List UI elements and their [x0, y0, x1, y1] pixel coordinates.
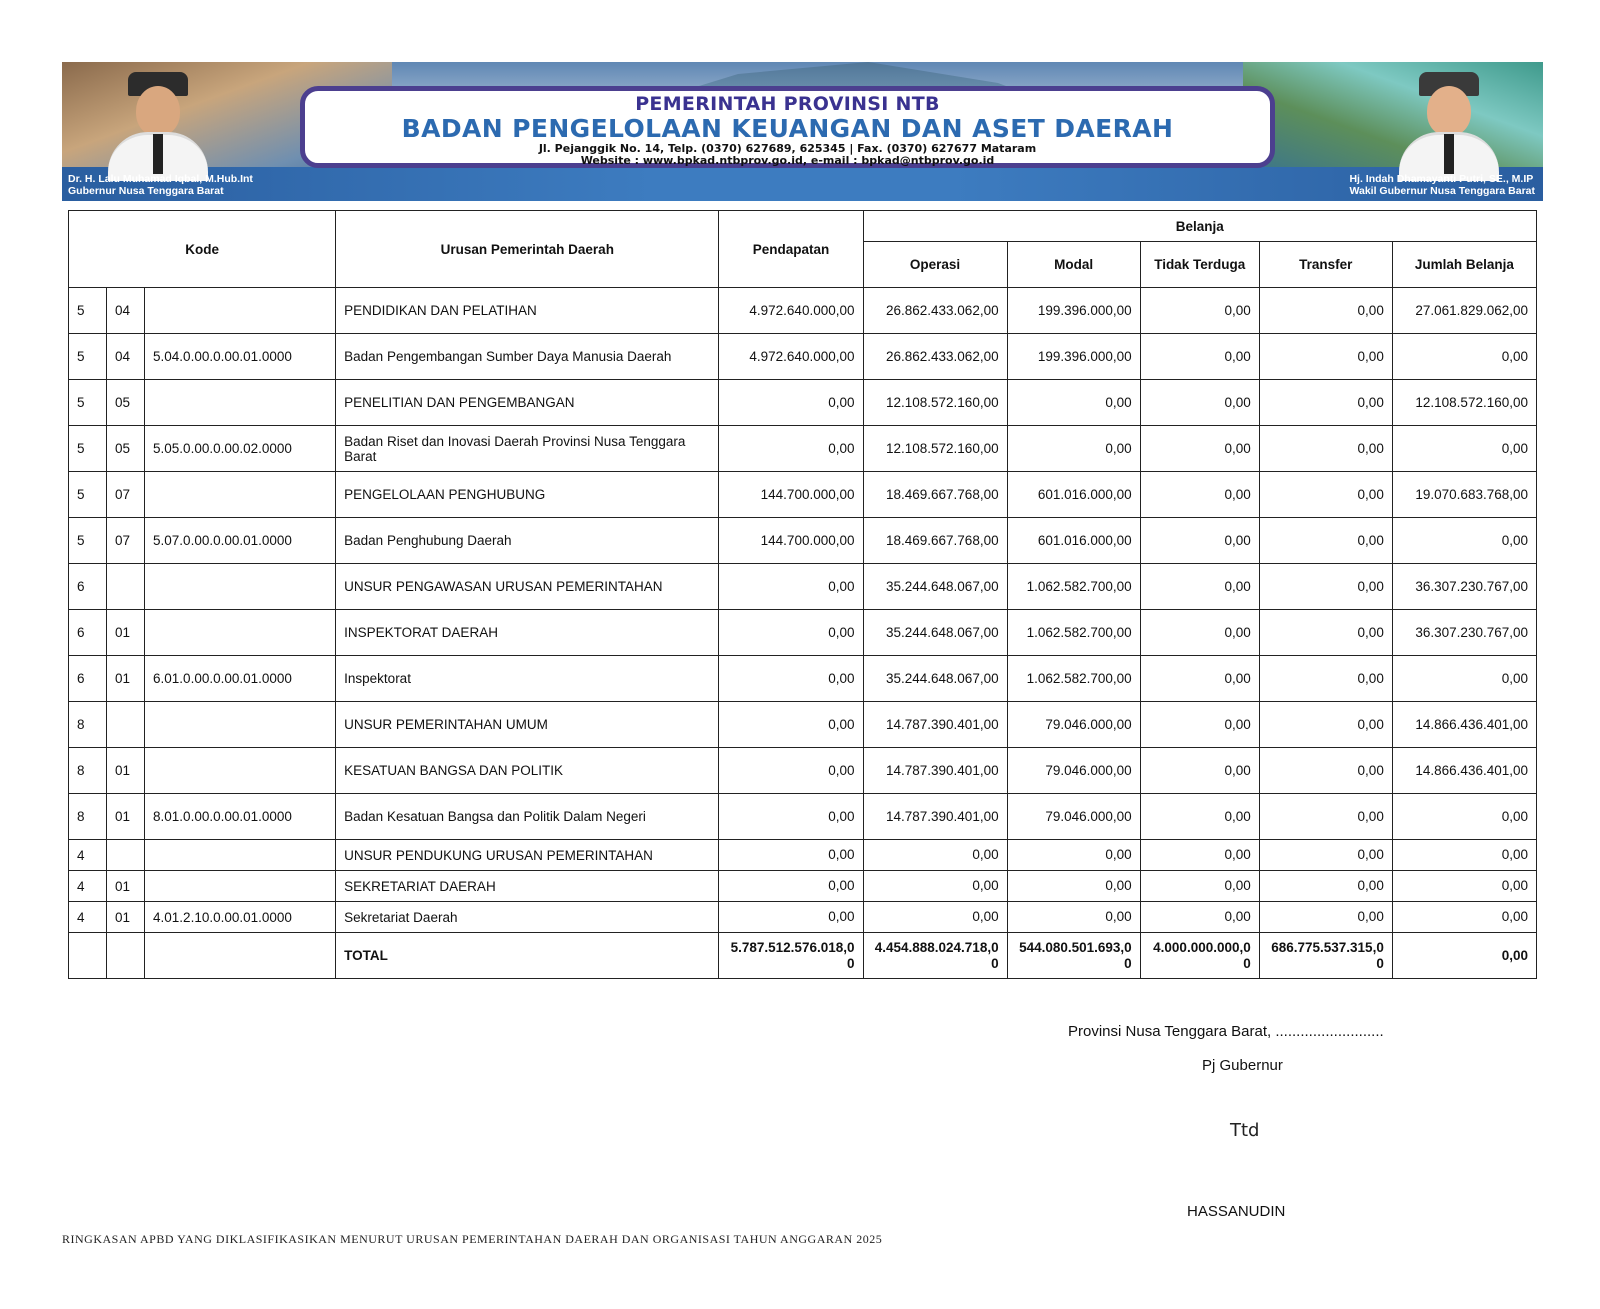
transfer-cell: 0,00 — [1259, 871, 1392, 902]
modal-cell: 0,00 — [1007, 426, 1140, 472]
tidak-terduga-cell: 0,00 — [1140, 902, 1259, 933]
table-row — [69, 840, 1537, 871]
pendapatan-cell: 0,00 — [719, 610, 863, 656]
total-row — [69, 933, 1537, 979]
code-full — [145, 871, 336, 902]
operasi-cell: 35.244.648.067,00 — [863, 564, 1007, 610]
header-line2: BADAN PENGELOLAAN KEUANGAN DAN ASET DAERAH — [401, 114, 1174, 143]
transfer-cell: 0,00 — [1259, 902, 1392, 933]
jumlah-belanja-cell: 36.307.230.767,00 — [1392, 564, 1536, 610]
signature-position: Pj Gubernur — [1202, 1057, 1283, 1074]
code-level-2: 04 — [107, 334, 145, 380]
urusan-cell: PENDIDIKAN DAN PELATIHAN — [336, 288, 719, 334]
code-level-2: 07 — [107, 518, 145, 564]
operasi-cell: 14.787.390.401,00 — [863, 702, 1007, 748]
table-row — [69, 702, 1537, 748]
header-website: Website : www.bpkad.ntbprov.go.id, e-mail : bpkad@ntbprov.go.id — [580, 154, 995, 167]
total-tidak-terduga: 4.000.000.000,00 — [1140, 933, 1259, 979]
table-row — [69, 334, 1537, 380]
code-full — [145, 380, 336, 426]
operasi-cell: 18.469.667.768,00 — [863, 472, 1007, 518]
code-full — [145, 702, 336, 748]
modal-cell: 199.396.000,00 — [1007, 288, 1140, 334]
header-pendapatan: Pendapatan — [719, 211, 863, 288]
operasi-cell: 26.862.433.062,00 — [863, 288, 1007, 334]
header-jumlah-belanja: Jumlah Belanja — [1392, 242, 1536, 288]
total-k3 — [145, 933, 336, 979]
operasi-cell: 12.108.572.160,00 — [863, 380, 1007, 426]
transfer-cell: 0,00 — [1259, 380, 1392, 426]
operasi-cell: 0,00 — [863, 902, 1007, 933]
code-full — [145, 564, 336, 610]
code-level-2: 01 — [107, 794, 145, 840]
code-full — [145, 748, 336, 794]
modal-cell: 0,00 — [1007, 840, 1140, 871]
total-pendapatan: 5.787.512.576.018,00 — [719, 933, 863, 979]
operasi-cell: 26.862.433.062,00 — [863, 334, 1007, 380]
transfer-cell: 0,00 — [1259, 564, 1392, 610]
code-level-2: 01 — [107, 748, 145, 794]
modal-cell: 199.396.000,00 — [1007, 334, 1140, 380]
code-level-2: 07 — [107, 472, 145, 518]
operasi-cell: 18.469.667.768,00 — [863, 518, 1007, 564]
pendapatan-cell: 0,00 — [719, 840, 863, 871]
total-label: TOTAL — [336, 933, 719, 979]
urusan-cell: Sekretariat Daerah — [336, 902, 719, 933]
operasi-cell: 0,00 — [863, 840, 1007, 871]
transfer-cell: 0,00 — [1259, 518, 1392, 564]
code-full: 5.07.0.00.0.00.01.0000 — [145, 518, 336, 564]
pendapatan-cell: 4.972.640.000,00 — [719, 334, 863, 380]
tidak-terduga-cell: 0,00 — [1140, 656, 1259, 702]
total-operasi: 4.454.888.024.718,00 — [863, 933, 1007, 979]
code-full: 5.04.0.00.0.00.01.0000 — [145, 334, 336, 380]
code-level-1: 8 — [69, 748, 107, 794]
transfer-cell: 0,00 — [1259, 288, 1392, 334]
table-row — [69, 794, 1537, 840]
operasi-cell: 14.787.390.401,00 — [863, 794, 1007, 840]
header-operasi: Operasi — [863, 242, 1007, 288]
tidak-terduga-cell: 0,00 — [1140, 748, 1259, 794]
table-row — [69, 518, 1537, 564]
pendapatan-cell: 0,00 — [719, 702, 863, 748]
signature-name: HASSANUDIN — [1187, 1203, 1286, 1220]
code-level-1: 8 — [69, 702, 107, 748]
tidak-terduga-cell: 0,00 — [1140, 472, 1259, 518]
operasi-cell: 0,00 — [863, 871, 1007, 902]
transfer-cell: 0,00 — [1259, 748, 1392, 794]
tidak-terduga-cell: 0,00 — [1140, 871, 1259, 902]
code-level-2: 01 — [107, 656, 145, 702]
total-k1 — [69, 933, 107, 979]
transfer-cell: 0,00 — [1259, 610, 1392, 656]
signature-ttd: Ttd — [1230, 1120, 1260, 1141]
table-row — [69, 426, 1537, 472]
modal-cell: 79.046.000,00 — [1007, 702, 1140, 748]
tidak-terduga-cell: 0,00 — [1140, 288, 1259, 334]
code-level-1: 6 — [69, 610, 107, 656]
operasi-cell: 12.108.572.160,00 — [863, 426, 1007, 472]
governor-name: Dr. H. Lalu Muhamad Iqbal, M.Hub.Int — [68, 173, 253, 185]
banner-bottom-band — [62, 167, 1543, 201]
modal-cell: 1.062.582.700,00 — [1007, 656, 1140, 702]
tidak-terduga-cell: 0,00 — [1140, 564, 1259, 610]
pendapatan-cell: 0,00 — [719, 748, 863, 794]
modal-cell: 0,00 — [1007, 871, 1140, 902]
code-level-1: 5 — [69, 380, 107, 426]
code-level-1: 5 — [69, 334, 107, 380]
vice-governor-name: Hj. Indah Dhamayanti Putri, SE., M.IP — [1349, 173, 1534, 185]
code-full — [145, 288, 336, 334]
header-urusan: Urusan Pemerintah Daerah — [336, 211, 719, 288]
table-row — [69, 610, 1537, 656]
signature-place-date: Provinsi Nusa Tenggara Barat, .......................... — [1068, 1023, 1384, 1040]
operasi-cell: 14.787.390.401,00 — [863, 748, 1007, 794]
pendapatan-cell: 144.700.000,00 — [719, 472, 863, 518]
transfer-cell: 0,00 — [1259, 472, 1392, 518]
jumlah-belanja-cell: 0,00 — [1392, 902, 1536, 933]
urusan-cell: Badan Penghubung Daerah — [336, 518, 719, 564]
code-level-2: 01 — [107, 902, 145, 933]
code-level-1: 5 — [69, 288, 107, 334]
urusan-cell: UNSUR PENGAWASAN URUSAN PEMERINTAHAN — [336, 564, 719, 610]
total-modal: 544.080.501.693,00 — [1007, 933, 1140, 979]
code-level-1: 4 — [69, 840, 107, 871]
code-level-1: 5 — [69, 426, 107, 472]
pendapatan-cell: 0,00 — [719, 564, 863, 610]
header-modal: Modal — [1007, 242, 1140, 288]
table-row — [69, 871, 1537, 902]
modal-cell: 0,00 — [1007, 380, 1140, 426]
code-level-2: 01 — [107, 871, 145, 902]
header-address: Jl. Pejanggik No. 14, Telp. (0370) 627689, 625345 | Fax. (0370) 627677 Mataram — [538, 142, 1037, 155]
code-level-1: 5 — [69, 472, 107, 518]
pendapatan-cell: 4.972.640.000,00 — [719, 288, 863, 334]
urusan-cell: PENELITIAN DAN PENGEMBANGAN — [336, 380, 719, 426]
vice-governor-title: Wakil Gubernur Nusa Tenggara Barat — [1349, 185, 1535, 197]
jumlah-belanja-cell: 0,00 — [1392, 334, 1536, 380]
urusan-cell: PENGELOLAAN PENGHUBUNG — [336, 472, 719, 518]
governor-caption — [68, 173, 253, 197]
code-level-1: 4 — [69, 902, 107, 933]
tidak-terduga-cell: 0,00 — [1140, 702, 1259, 748]
code-level-2 — [107, 564, 145, 610]
apbd-table — [68, 210, 1537, 979]
code-level-2: 01 — [107, 610, 145, 656]
modal-cell: 601.016.000,00 — [1007, 472, 1140, 518]
code-level-1: 8 — [69, 794, 107, 840]
modal-cell: 1.062.582.700,00 — [1007, 610, 1140, 656]
header-kode: Kode — [69, 211, 336, 288]
header-tidak-terduga: Tidak Terduga — [1140, 242, 1259, 288]
header-belanja: Belanja — [863, 211, 1537, 242]
table-row — [69, 564, 1537, 610]
governor-title: Gubernur Nusa Tenggara Barat — [68, 185, 224, 197]
total-transfer: 686.775.537.315,00 — [1259, 933, 1392, 979]
code-level-1: 4 — [69, 871, 107, 902]
code-level-2: 04 — [107, 288, 145, 334]
tidak-terduga-cell: 0,00 — [1140, 794, 1259, 840]
code-full: 6.01.0.00.0.00.01.0000 — [145, 656, 336, 702]
tidak-terduga-cell: 0,00 — [1140, 518, 1259, 564]
jumlah-belanja-cell: 0,00 — [1392, 426, 1536, 472]
table-row — [69, 902, 1537, 933]
modal-cell: 0,00 — [1007, 902, 1140, 933]
urusan-cell: Badan Kesatuan Bangsa dan Politik Dalam Negeri — [336, 794, 719, 840]
footer-note: RINGKASAN APBD YANG DIKLASIFIKASIKAN MENURUT URUSAN PEMERINTAHAN DAERAH DAN ORGANISASI TAHUN ANGGARAN 2025 — [62, 1232, 883, 1246]
vice-governor-caption — [1349, 173, 1535, 197]
operasi-cell: 35.244.648.067,00 — [863, 656, 1007, 702]
jumlah-belanja-cell: 0,00 — [1392, 840, 1536, 871]
table-body — [69, 288, 1537, 933]
modal-cell: 1.062.582.700,00 — [1007, 564, 1140, 610]
table-row — [69, 748, 1537, 794]
transfer-cell: 0,00 — [1259, 702, 1392, 748]
table-row — [69, 656, 1537, 702]
pendapatan-cell: 0,00 — [719, 871, 863, 902]
vice-governor-portrait — [1389, 68, 1509, 176]
code-level-1: 5 — [69, 518, 107, 564]
code-full: 4.01.2.10.0.00.01.0000 — [145, 902, 336, 933]
table-row — [69, 288, 1537, 334]
jumlah-belanja-cell: 19.070.683.768,00 — [1392, 472, 1536, 518]
code-level-2 — [107, 702, 145, 748]
jumlah-belanja-cell: 14.866.436.401,00 — [1392, 748, 1536, 794]
urusan-cell: Inspektorat — [336, 656, 719, 702]
transfer-cell: 0,00 — [1259, 656, 1392, 702]
modal-cell: 601.016.000,00 — [1007, 518, 1140, 564]
jumlah-belanja-cell: 14.866.436.401,00 — [1392, 702, 1536, 748]
transfer-cell: 0,00 — [1259, 426, 1392, 472]
code-full: 5.05.0.00.0.00.02.0000 — [145, 426, 336, 472]
header-banner — [62, 62, 1543, 201]
code-level-1: 6 — [69, 564, 107, 610]
code-level-2: 05 — [107, 426, 145, 472]
code-level-2: 05 — [107, 380, 145, 426]
pendapatan-cell: 0,00 — [719, 902, 863, 933]
jumlah-belanja-cell: 12.108.572.160,00 — [1392, 380, 1536, 426]
urusan-cell: SEKRETARIAT DAERAH — [336, 871, 719, 902]
tidak-terduga-cell: 0,00 — [1140, 334, 1259, 380]
jumlah-belanja-cell: 0,00 — [1392, 656, 1536, 702]
pendapatan-cell: 144.700.000,00 — [719, 518, 863, 564]
transfer-cell: 0,00 — [1259, 334, 1392, 380]
code-level-1: 6 — [69, 656, 107, 702]
operasi-cell: 35.244.648.067,00 — [863, 610, 1007, 656]
transfer-cell: 0,00 — [1259, 794, 1392, 840]
jumlah-belanja-cell: 0,00 — [1392, 794, 1536, 840]
code-full — [145, 610, 336, 656]
pendapatan-cell: 0,00 — [719, 426, 863, 472]
urusan-cell: INSPEKTORAT DAERAH — [336, 610, 719, 656]
code-full: 8.01.0.00.0.00.01.0000 — [145, 794, 336, 840]
jumlah-belanja-cell: 0,00 — [1392, 871, 1536, 902]
tidak-terduga-cell: 0,00 — [1140, 610, 1259, 656]
modal-cell: 79.046.000,00 — [1007, 794, 1140, 840]
table-row — [69, 380, 1537, 426]
header-transfer: Transfer — [1259, 242, 1392, 288]
pendapatan-cell: 0,00 — [719, 794, 863, 840]
urusan-cell: Badan Riset dan Inovasi Daerah Provinsi Nusa Tenggara Barat — [336, 426, 719, 472]
transfer-cell: 0,00 — [1259, 840, 1392, 871]
jumlah-belanja-cell: 0,00 — [1392, 518, 1536, 564]
pendapatan-cell: 0,00 — [719, 656, 863, 702]
total-jumlah: 0,00 — [1392, 933, 1536, 979]
urusan-cell: UNSUR PENDUKUNG URUSAN PEMERINTAHAN — [336, 840, 719, 871]
header-line1: PEMERINTAH PROVINSI NTB — [635, 93, 940, 115]
pendapatan-cell: 0,00 — [719, 380, 863, 426]
governor-portrait — [98, 68, 218, 176]
urusan-cell: UNSUR PEMERINTAHAN UMUM — [336, 702, 719, 748]
tidak-terduga-cell: 0,00 — [1140, 426, 1259, 472]
jumlah-belanja-cell: 27.061.829.062,00 — [1392, 288, 1536, 334]
header-title-box — [300, 86, 1275, 168]
code-level-2 — [107, 840, 145, 871]
urusan-cell: Badan Pengembangan Sumber Daya Manusia Daerah — [336, 334, 719, 380]
jumlah-belanja-cell: 36.307.230.767,00 — [1392, 610, 1536, 656]
table-row — [69, 472, 1537, 518]
tidak-terduga-cell: 0,00 — [1140, 380, 1259, 426]
total-k2 — [107, 933, 145, 979]
code-full — [145, 472, 336, 518]
code-full — [145, 840, 336, 871]
modal-cell: 79.046.000,00 — [1007, 748, 1140, 794]
urusan-cell: KESATUAN BANGSA DAN POLITIK — [336, 748, 719, 794]
tidak-terduga-cell: 0,00 — [1140, 840, 1259, 871]
